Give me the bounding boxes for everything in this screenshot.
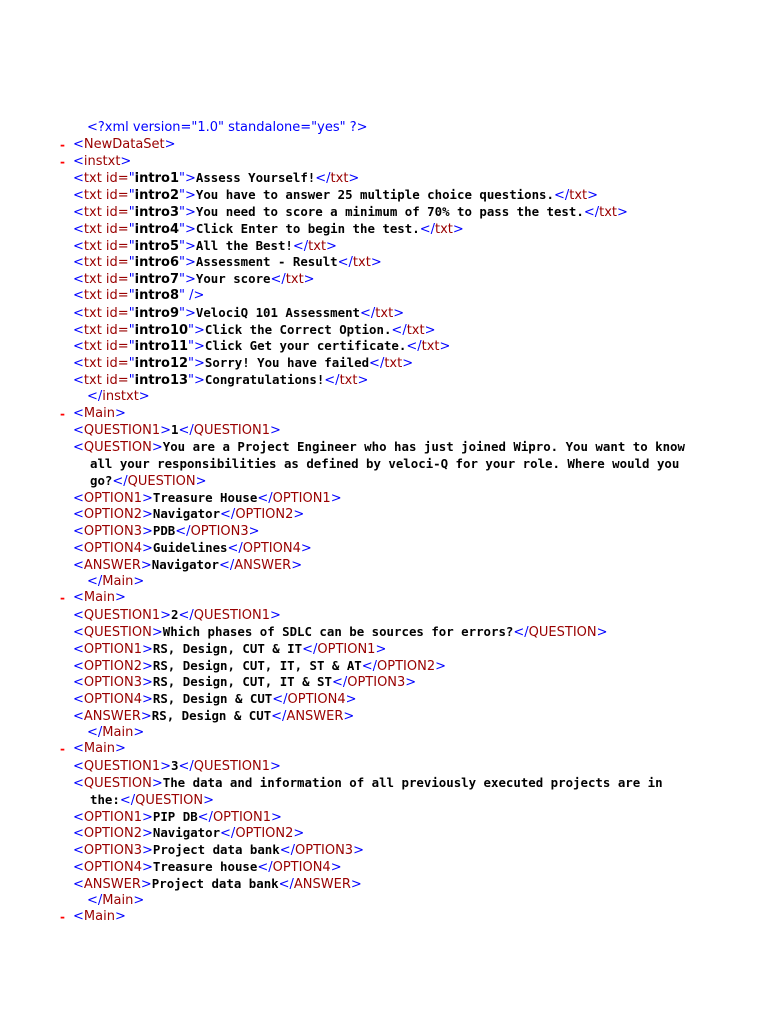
option-4-value: RS, Design & CUT [152,691,273,707]
option-2-value: RS, Design, CUT, IT, ST & AT [152,657,362,673]
txt-item-line: <txt id="intro1">Assess Yourself!</txt> [73,170,360,187]
answer-value: Navigator [151,556,219,572]
txt-id-value: intro1 [134,171,179,187]
question-text: the: [90,791,120,807]
answer-value: Project data bank [151,875,279,891]
txt-item-line: <txt id="intro5">All the Best!</txt> [73,237,337,254]
collapse-toggle-icon[interactable]: - [60,742,65,757]
txt-tag-name: txt [83,221,102,237]
txt-id-value: intro3 [134,204,179,220]
txt-id-value: intro6 [134,255,179,271]
txt-tag-name: txt [83,339,102,355]
main-blocks [0,406,768,910]
xml-declaration [0,120,768,137]
txt-text-value: You have to answer 25 multiple choice questions. [195,187,554,203]
field-line-question-number: <QUESTION1>1</QUESTION1> [73,422,281,439]
txt-tag-name: txt [83,204,102,220]
txt-id-value: intro8 [134,287,179,303]
field-line-option-3: <OPTION3>Project data bank</OPTION3> [73,842,364,859]
txt-item-line: <txt id="intro4">Click Enter to begin the test.</txt> [73,220,464,237]
txt-tag-name: txt [83,188,102,204]
main-open-line: - <Main> [60,590,126,606]
txt-id-value: intro2 [134,188,179,204]
txt-text-value: Click Get your certificate. [204,338,407,354]
option-3-value: RS, Design, CUT, IT & ST [152,674,332,690]
txt-item-line: <txt id="intro8" /> [73,287,205,303]
option-1-value: RS, Design, CUT & IT [152,640,303,656]
field-line-answer: <ANSWER>Project data bank</ANSWER> [73,875,362,892]
newdataset-open-line: - <NewDataSet> [60,136,176,152]
instxt-close-tag-name: instxt [102,388,139,404]
txt-item-line: <txt id="intro3">You need to score a minimum of 70% to pass the test.</txt> [73,203,628,220]
xml-declaration-text: <?xml version="1.0" standalone="yes" ?> [87,120,368,135]
option-3-value: PDB [152,523,176,539]
txt-text-value: VelociQ 101 Assessment [195,304,361,320]
answer-value: RS, Design & CUT [151,707,272,723]
question-line: go?</QUESTION> [90,472,207,489]
field-line-option-4: <OPTION4>RS, Design & CUT</OPTION4> [73,691,357,708]
field-line-option-1: <OPTION1>Treasure House</OPTION1> [73,489,342,506]
field-line-option-4: <OPTION4>Treasure house</OPTION4> [73,859,342,876]
main-open-line: - <Main> [60,741,126,757]
field-line-question-number: <QUESTION1>2</QUESTION1> [73,607,281,624]
field-line-answer: <ANSWER>RS, Design & CUT</ANSWER> [73,707,355,724]
txt-text-value: Sorry! You have failed [204,355,370,371]
field-line-option-3: <OPTION3>RS, Design, CUT, IT & ST</OPTION3> [73,674,417,691]
txt-tag-name: txt [83,272,102,288]
collapse-toggle-icon[interactable]: - [60,910,65,925]
txt-text-value: All the Best! [195,237,293,253]
txt-id-value: intro4 [134,221,179,237]
txt-text-value: Click Enter to begin the test. [195,220,420,236]
instxt-close-line: </instxt> [87,388,150,404]
option-2-value: Navigator [152,506,221,522]
txt-item-line: <txt id="intro10">Click the Correct Option.</txt> [73,321,436,338]
txt-text-value: Your score [195,271,271,287]
txt-id-value: intro9 [134,305,179,321]
txt-id-value: intro10 [134,322,189,338]
question-line: the:</QUESTION> [90,791,214,808]
collapse-toggle-icon[interactable]: - [60,406,65,421]
option-3-value: Project data bank [152,842,280,858]
txt-tag-name: txt [83,171,102,187]
option-1-value: Treasure House [152,489,258,505]
option-2-value: Navigator [152,825,221,841]
txt-item-line: <txt id="intro7">Your score</txt> [73,271,315,288]
txt-item-line: <txt id="intro2">You have to answer 25 multiple choice questions.</txt> [73,187,599,204]
field-line-option-2: <OPTION2>RS, Design, CUT, IT, ST & AT</OPTION2> [73,657,447,674]
txt-text-value: Assess Yourself! [195,170,316,186]
txt-id-value: intro11 [134,339,189,355]
question-line: <QUESTION>You are a Project Engineer who has just joined Wipro. You want to know [73,439,685,456]
field-line-option-2: <OPTION2>Navigator</OPTION2> [73,825,305,842]
txt-item-line: <txt id="intro12">Sorry! You have failed</txt> [73,355,414,372]
field-line-question-number: <QUESTION1>3</QUESTION1> [73,758,281,775]
txt-tag-name: txt [83,356,102,372]
field-line-question: <QUESTION>Which phases of SDLC can be sources for errors?</QUESTION> [73,623,608,640]
question-text: You are a Project Engineer who has just joined Wipro. You want to know [162,439,685,455]
main-open-line: - <Main> [60,405,126,421]
main-close-line: </Main> [87,724,145,740]
question-text: all your responsibilities as defined by veloci-Q for your role. Where would you [90,455,680,471]
instxt-items [0,170,768,388]
instxt-tag-name: instxt [83,153,121,169]
txt-tag-name: txt [83,238,102,254]
option-1-value: PIP DB [152,808,198,824]
field-line-option-1: <OPTION1>PIP DB</OPTION1> [73,808,282,825]
txt-text-value: Congratulations! [204,371,325,387]
question-number-value: 1 [171,422,179,438]
txt-tag-name: txt [83,372,102,388]
field-line-option-2: <OPTION2>Navigator</OPTION2> [73,506,305,523]
question-value: Which phases of SDLC can be sources for errors? [162,623,514,639]
txt-tag-name: txt [83,322,102,338]
collapse-toggle-icon[interactable]: - [60,154,65,169]
main-open-line-trailing: - <Main> [60,909,126,925]
instxt-open-line: - <instxt> [60,153,132,169]
txt-item-line: <txt id="intro9">VelociQ 101 Assessment</txt> [73,304,405,321]
question-number-value: 2 [171,607,179,623]
txt-id-value: intro5 [134,238,179,254]
txt-tag-name: txt [83,305,102,321]
root-tag-name: NewDataSet [83,136,165,152]
txt-tag-name: txt [83,255,102,271]
main-close-line: </Main> [87,892,145,908]
question-text: The data and information of all previously executed projects are in [162,775,663,791]
txt-id-value: intro7 [134,272,179,288]
question-text: go? [90,472,113,488]
txt-item-line: <txt id="intro11">Click Get your certificate.</txt> [73,338,451,355]
txt-item-line: <txt id="intro13">Congratulations!</txt> [73,371,369,388]
xml-document-view [0,120,768,926]
txt-text-value: Assessment - Result [195,254,338,270]
txt-id-value: intro13 [134,372,189,388]
field-line-option-1: <OPTION1>RS, Design, CUT & IT</OPTION1> [73,640,387,657]
txt-tag-name: txt [83,287,102,303]
txt-text-value: Click the Correct Option. [204,321,392,337]
question-line [0,456,768,473]
field-line-answer: <ANSWER>Navigator</ANSWER> [73,556,303,573]
collapse-toggle-icon[interactable]: - [60,591,65,606]
collapse-toggle-icon[interactable]: - [60,137,65,152]
txt-text-value: You need to score a minimum of 70% to pass the test. [195,203,584,219]
question-number-value: 3 [171,758,179,774]
txt-id-value: intro12 [134,356,189,372]
txt-item-line: <txt id="intro6">Assessment - Result</txt> [73,254,382,271]
field-line-option-4: <OPTION4>Guidelines</OPTION4> [73,539,312,556]
field-line-option-3: <OPTION3>PDB</OPTION3> [73,523,260,540]
option-4-value: Guidelines [152,539,228,555]
question-line: <QUESTION>The data and information of all previously executed projects are in [73,775,663,792]
option-4-value: Treasure house [152,859,258,875]
main-close-line: </Main> [87,573,145,589]
